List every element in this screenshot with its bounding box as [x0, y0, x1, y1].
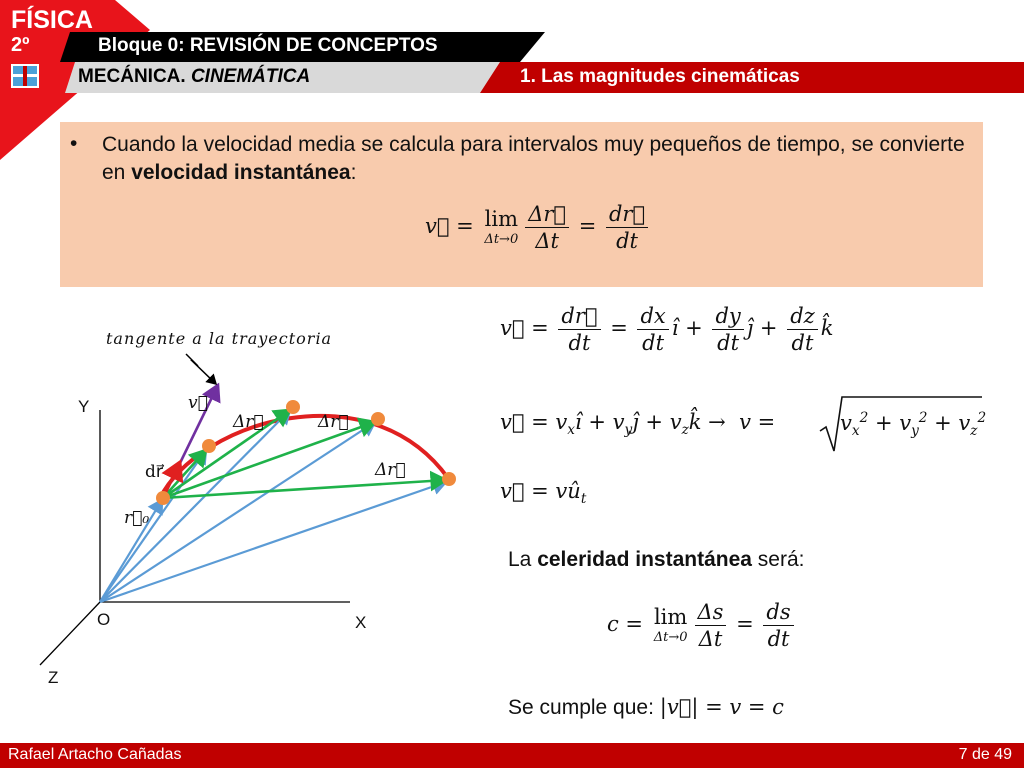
tangent-pointer-tail: [180, 350, 220, 370]
bullet: •: [70, 132, 78, 155]
definition-text-end: :: [350, 161, 357, 184]
celerity-text-end: será:: [751, 548, 805, 571]
axis-x-label: X: [355, 613, 367, 632]
definition-text: [102, 131, 972, 187]
celerity-limit-formula: c = lim Δt→0 $\frac{\Delta s}{\Delta t}$ = $\frac{ds}{dt}$: [607, 600, 797, 651]
block-title: Bloque 0: REVISIÓN DE CONCEPTOS: [98, 35, 438, 56]
trajectory-point-0: [156, 491, 170, 505]
footer-bar: [0, 743, 1024, 768]
footer-page-number: 7 de 49: [958, 746, 1012, 763]
dr-label: dr⃗: [145, 462, 163, 482]
trajectory-point-4: [442, 472, 456, 486]
r0-label: r⃗₀: [124, 508, 150, 528]
definition-term: velocidad instantánea: [131, 161, 351, 184]
delta-r-label-2: Δr⃗: [318, 412, 349, 432]
delta-r-label-1: Δr⃗: [233, 412, 264, 432]
velocity-modulus-formula: v⃗ = $v_xı̂$ + $v_yȷ̂$ + $v_zk̂ \to v$ =: [500, 410, 776, 439]
celerity-text-start: La: [508, 548, 538, 571]
axis-z-line: [40, 602, 100, 665]
level-label: 2º: [11, 34, 30, 56]
trajectory-point-2: [286, 400, 300, 414]
definition-box: [60, 122, 983, 287]
conclusion-text: Se cumple que:: [508, 696, 654, 719]
position-vector-b: [100, 410, 290, 602]
velocity-limit-formula: v⃗ = lim Δt→0 $\frac{\Delta r⃗}{\Delta t}$ = $\frac{dr⃗}{dt}$: [425, 202, 651, 253]
building-icon: [10, 63, 40, 89]
celerity-term: celeridad instantánea: [537, 548, 752, 571]
trajectory-diagram: [0, 360, 480, 700]
position-vector-d: [100, 482, 446, 602]
footer-author: Rafael Artacho Cañadas: [8, 746, 182, 763]
celerity-text: [508, 548, 804, 572]
delta-r-label-3: Δr⃗: [375, 460, 406, 480]
trajectory-point-1: [202, 439, 216, 453]
conclusion-formula: |v⃗| = v = c: [659, 695, 784, 719]
definition-text-start: Cuando la velocidad media se calcula para intervalos muy pequeños de tiempo, se convierte en: [102, 133, 965, 184]
section-title: 1. Las magnitudes cinemáticas: [520, 66, 800, 87]
axis-y-label: Y: [78, 397, 90, 416]
displacement-vector-b: [163, 410, 290, 498]
velocity-components-formula: v⃗ = $\frac{dr⃗}{dt}$ = $\frac{dx}{dt}$ ı̂ + $\frac{dy}{dt}$ ȷ̂ + $\frac{dz}{dt}$ k̂: [500, 304, 834, 356]
velocity-unit-formula: v⃗ = $vû_t$: [500, 479, 587, 508]
topic-italic: CINEMÁTICA: [190, 66, 311, 87]
axis-z-label: Z: [48, 668, 59, 687]
trajectory-point-3: [371, 412, 385, 426]
origin-label: O: [97, 610, 111, 629]
trajectory-curve: [160, 416, 448, 498]
subject-title: FÍSICA: [11, 6, 93, 34]
tangent-label: tangente a la trayectoria: [106, 329, 333, 348]
square-root-radicand: $v_x^2 + v_y^2 + v_z^2$: [840, 410, 987, 440]
topic-title: [78, 66, 310, 88]
topic-main: MECÁNICA.: [78, 66, 186, 87]
velocity-label: v⃗: [188, 393, 208, 413]
conclusion-line: [508, 695, 784, 720]
